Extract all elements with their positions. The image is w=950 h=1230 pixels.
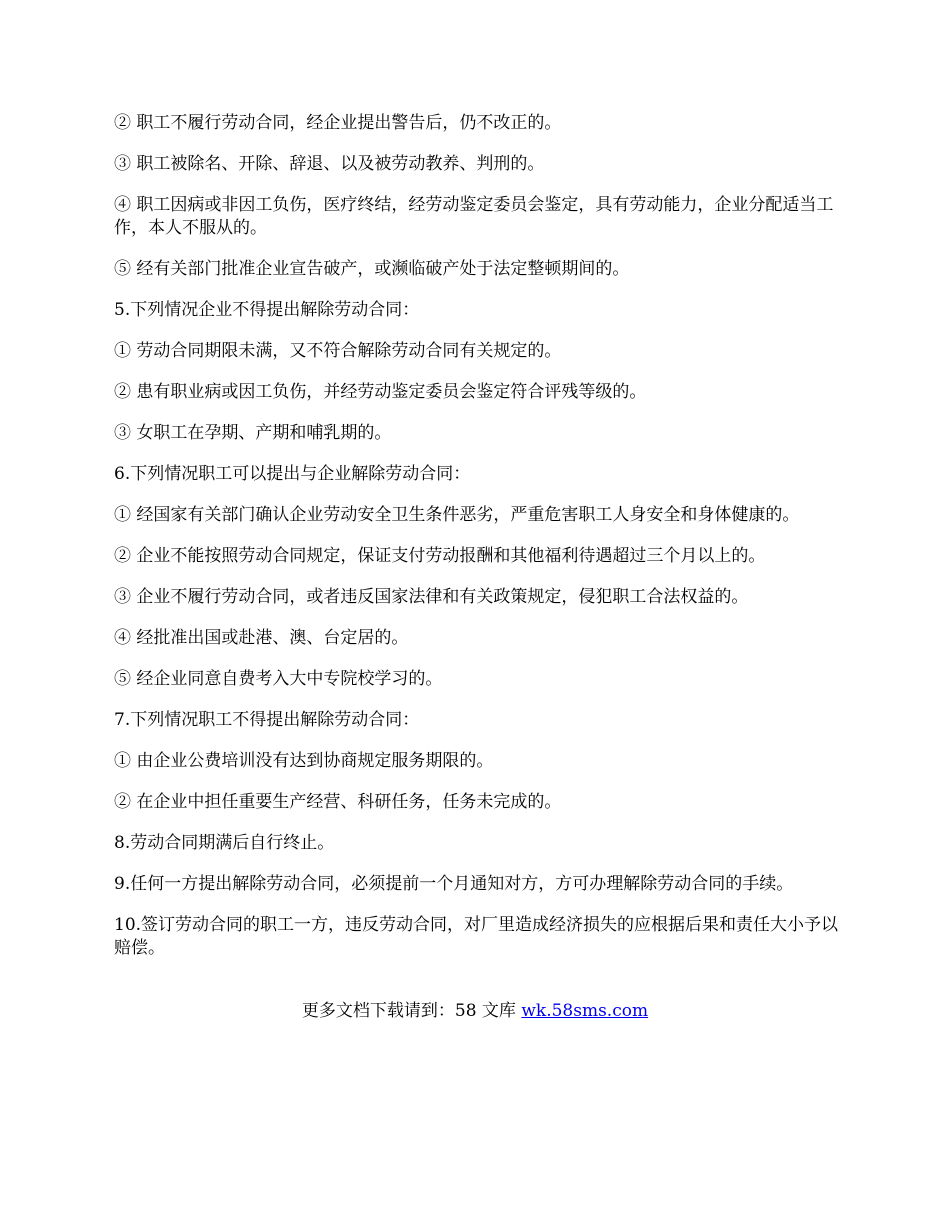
- paragraph-item-6-1: ① 经国家有关部门确认企业劳动安全卫生条件恶劣，严重危害职工人身安全和身体健康的。: [114, 505, 800, 525]
- section-heading-7: 7.下列情况职工不得提出解除劳动合同：: [114, 710, 420, 730]
- section-heading-8: 8.劳动合同期满后自行终止。: [114, 833, 335, 853]
- paragraph-item-7-2: ② 在企业中担任重要生产经营、科研任务，任务未完成的。: [114, 792, 562, 812]
- section-heading-6: 6.下列情况职工可以提出与企业解除劳动合同：: [114, 464, 471, 484]
- paragraph-clause-4: ④ 职工因病或非因工负伤，医疗终结，经劳动鉴定委员会鉴定，具有劳动能力，企业分配适当工作，本人不服从的。: [114, 195, 834, 238]
- section-heading-5: 5.下列情况企业不得提出解除劳动合同：: [114, 300, 420, 320]
- section-heading-9: 9.任何一方提出解除劳动合同，必须提前一个月通知对方，方可办理解除劳动合同的手续。: [114, 874, 794, 894]
- paragraph-item-6-4: ④ 经批准出国或赴港、澳、台定居的。: [114, 628, 409, 648]
- footer-prefix: 更多文档下载请到：58 文库: [301, 1001, 522, 1021]
- document-body: [114, 112, 854, 978]
- footer: [0, 1000, 950, 1023]
- paragraph-item-6-2: ② 企业不能按照劳动合同规定，保证支付劳动报酬和其他福利待遇超过三个月以上的。: [114, 546, 766, 566]
- paragraph-clause-2: ② 职工不履行劳动合同，经企业提出警告后，仍不改正的。: [114, 113, 562, 133]
- paragraph-clause-3: ③ 职工被除名、开除、辞退、以及被劳动教养、判刑的。: [114, 154, 545, 174]
- paragraph-item-5-2: ② 患有职业病或因工负伤，并经劳动鉴定委员会鉴定符合评残等级的。: [114, 382, 647, 402]
- paragraph-item-6-5: ⑤ 经企业同意自费考入大中专院校学习的。: [114, 669, 443, 689]
- paragraph-clause-5: ⑤ 经有关部门批准企业宣告破产，或濒临破产处于法定整顿期间的。: [114, 259, 630, 279]
- footer-link[interactable]: wk.58sms.com: [521, 1001, 649, 1021]
- paragraph-item-5-1: ① 劳动合同期限未满，又不符合解除劳动合同有关规定的。: [114, 341, 562, 361]
- section-heading-10: 10.签订劳动合同的职工一方，违反劳动合同，对厂里造成经济损失的应根据后果和责任大小予以赔偿。: [114, 915, 839, 958]
- paragraph-item-5-3: ③ 女职工在孕期、产期和哺乳期的。: [114, 423, 392, 443]
- paragraph-item-7-1: ① 由企业公费培训没有达到协商规定服务期限的。: [114, 751, 494, 771]
- paragraph-item-6-3: ③ 企业不履行劳动合同，或者违反国家法律和有关政策规定，侵犯职工合法权益的。: [114, 587, 749, 607]
